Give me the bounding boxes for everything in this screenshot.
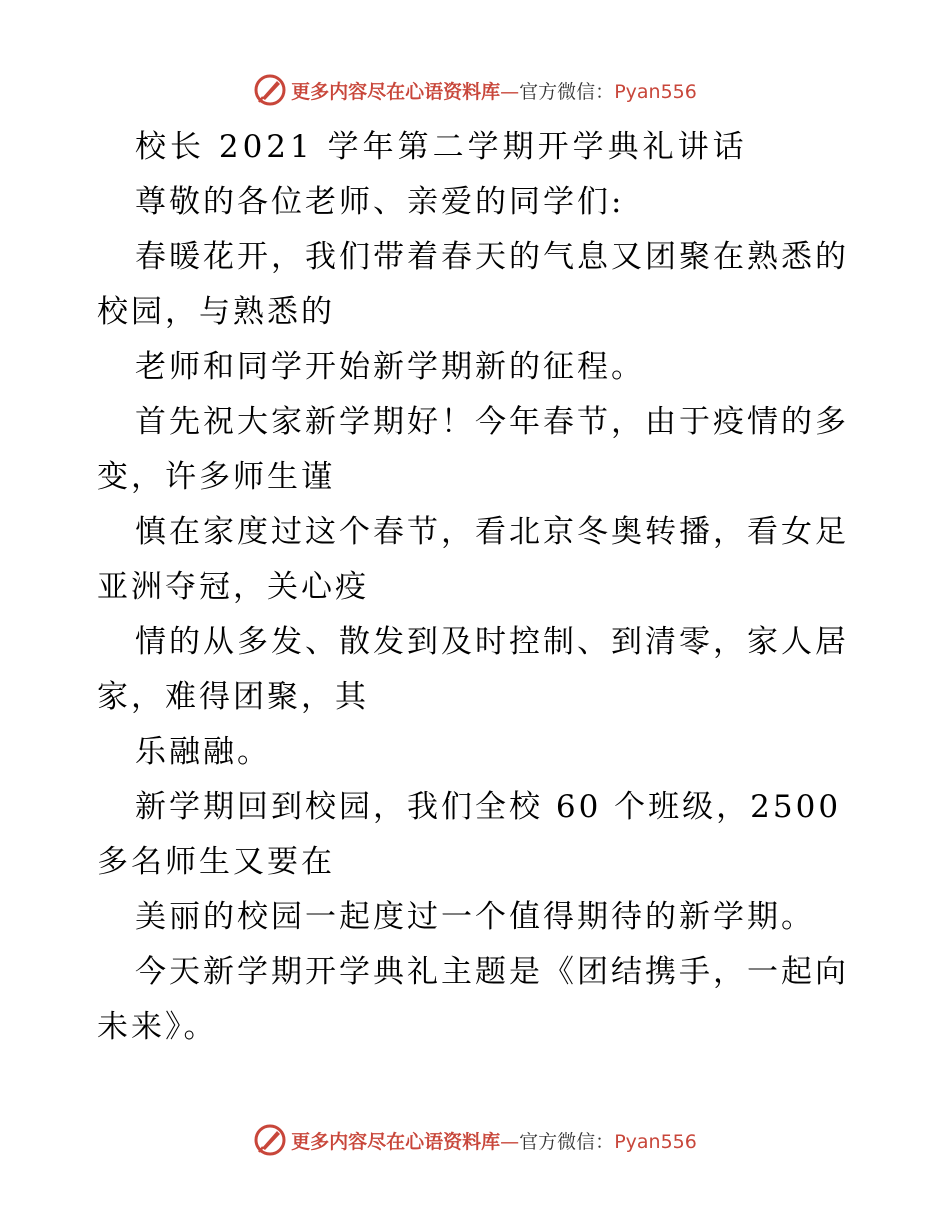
quill-logo-icon: [253, 1123, 287, 1157]
document-line: 多名师生又要在: [97, 844, 335, 880]
document-body: [97, 120, 857, 1055]
watermark-text: [291, 77, 697, 104]
document-line: 首先祝大家新学期好！今年春节，由于疫情的多: [135, 404, 849, 440]
document-line: 乐融融。: [135, 734, 271, 770]
watermark-site: 更多内容尽在心语资料库: [291, 80, 501, 103]
watermark-separator: —: [500, 1130, 520, 1153]
document-title: 校长 2021 学年第二学期开学典礼讲话: [135, 129, 748, 165]
document-line: 变，许多师生谨: [97, 459, 335, 495]
watermark-separator: —: [500, 80, 520, 103]
watermark-wechat-id: Pyan556: [614, 1130, 697, 1153]
document-line: 慎在家度过这个春节，看北京冬奥转播，看女足: [135, 514, 849, 550]
document-line: 老师和同学开始新学期新的征程。: [135, 349, 645, 385]
document-lines: [97, 230, 857, 1055]
watermark-label: 官方微信：: [519, 1130, 615, 1153]
watermark-banner-bottom: [0, 1120, 950, 1160]
document-line: 亚洲夺冠，关心疫: [97, 569, 369, 605]
document-line: 校园，与熟悉的: [97, 294, 335, 330]
watermark-label: 官方微信：: [519, 80, 615, 103]
watermark-site: 更多内容尽在心语资料库: [291, 1130, 501, 1153]
watermark-banner-top: [0, 70, 950, 110]
document-line: 今天新学期开学典礼主题是《团结携手，一起向: [135, 954, 849, 990]
document-line: 春暖花开，我们带着春天的气息又团聚在熟悉的: [135, 239, 849, 275]
document-line: 家，难得团聚，其: [97, 679, 369, 715]
watermark-wechat-id: Pyan556: [614, 80, 697, 103]
watermark-text: [291, 1127, 697, 1154]
document-line: 未来》。: [97, 1009, 218, 1045]
document-salutation: 尊敬的各位老师、亲爱的同学们:: [135, 184, 625, 220]
document-line: 美丽的校园一起度过一个值得期待的新学期。: [135, 899, 815, 935]
document-line: 新学期回到校园，我们全校 60 个班级，2500: [135, 789, 842, 825]
document-line: 情的从多发、散发到及时控制、到清零，家人居: [135, 624, 849, 660]
quill-logo-icon: [253, 73, 287, 107]
